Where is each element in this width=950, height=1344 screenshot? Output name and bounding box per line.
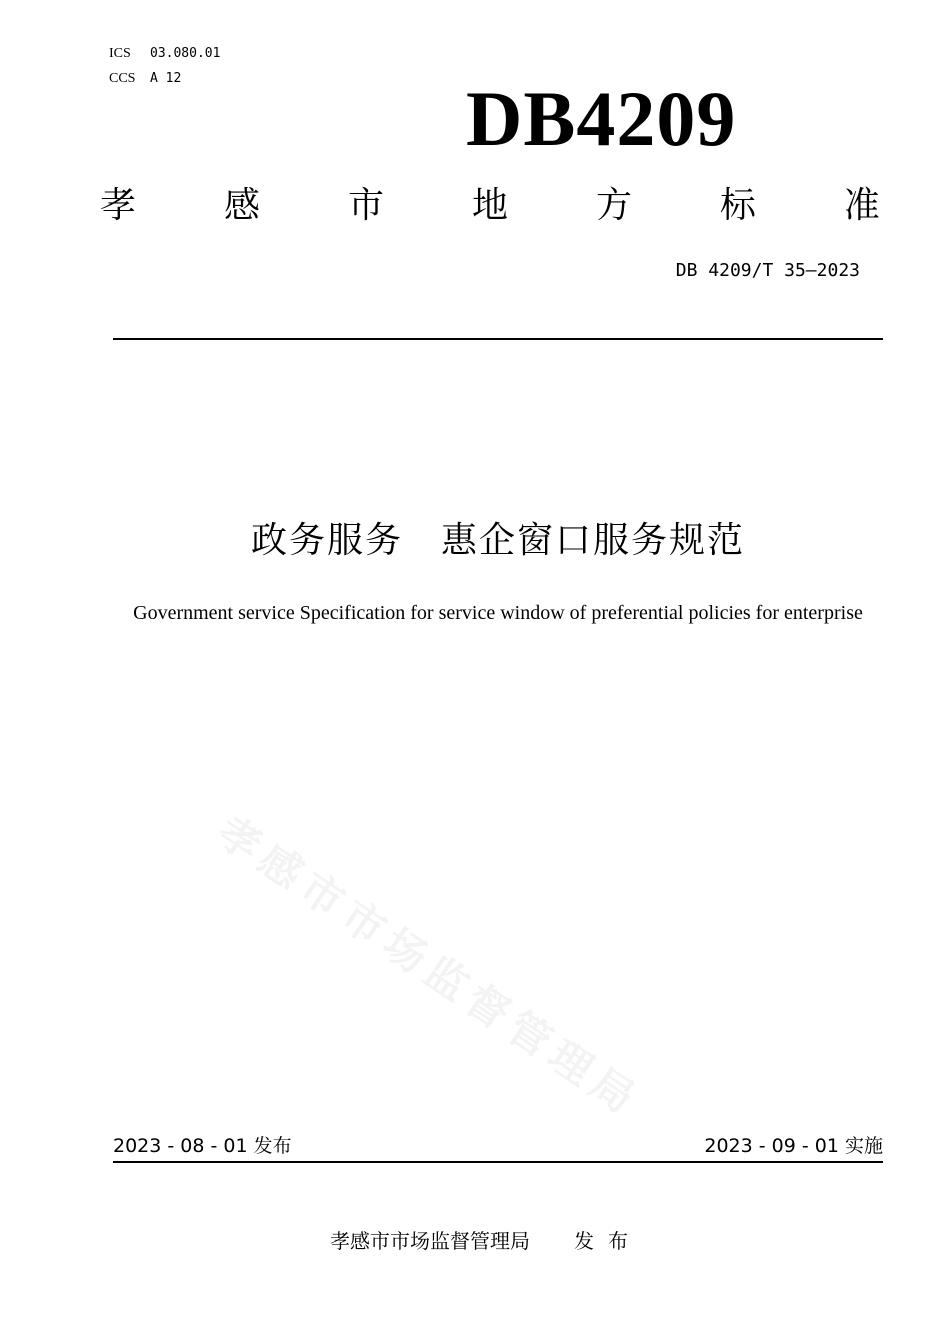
document-title-cn bbox=[0, 516, 950, 566]
ics-row bbox=[109, 45, 220, 63]
ccs-value: A 12 bbox=[150, 71, 182, 86]
standard-type-char: 感 bbox=[223, 185, 260, 226]
standard-number: DB 4209/T 35—2023 bbox=[675, 260, 860, 281]
standard-type-char: 孝 bbox=[100, 185, 137, 226]
standard-type-char: 地 bbox=[471, 185, 508, 226]
issue-date: 2023 - 08 - 01 发布 bbox=[113, 1135, 292, 1157]
standard-type-char: 市 bbox=[347, 185, 384, 226]
standard-type-char: 标 bbox=[719, 185, 756, 226]
standard-type-char: 方 bbox=[595, 185, 632, 226]
standard-type bbox=[100, 184, 880, 228]
title-cn-part1: 政务服务 bbox=[250, 520, 403, 561]
standard-code: DB4209 bbox=[466, 75, 737, 162]
implementation-date: 2023 - 09 - 01 实施 bbox=[704, 1135, 883, 1157]
ccs-label: CCS bbox=[109, 71, 136, 86]
ics-label: ICS bbox=[109, 46, 131, 61]
watermark: 孝感市市场监督管理局 bbox=[208, 806, 651, 1127]
standard-type-char: 准 bbox=[843, 185, 880, 226]
issuer-action: 发布 bbox=[574, 1229, 642, 1253]
footer-divider bbox=[113, 1161, 883, 1163]
issuer-name: 孝感市市场监督管理局 bbox=[330, 1229, 530, 1253]
header-divider bbox=[113, 338, 883, 340]
document-title-en: Government service Specification for service window of preferential policies for enterprise bbox=[133, 602, 863, 624]
title-cn-part2: 惠企窗口服务规范 bbox=[441, 520, 746, 561]
ics-value: 03.080.01 bbox=[150, 46, 221, 61]
ccs-row bbox=[109, 70, 181, 88]
issuer-line bbox=[0, 1226, 950, 1256]
